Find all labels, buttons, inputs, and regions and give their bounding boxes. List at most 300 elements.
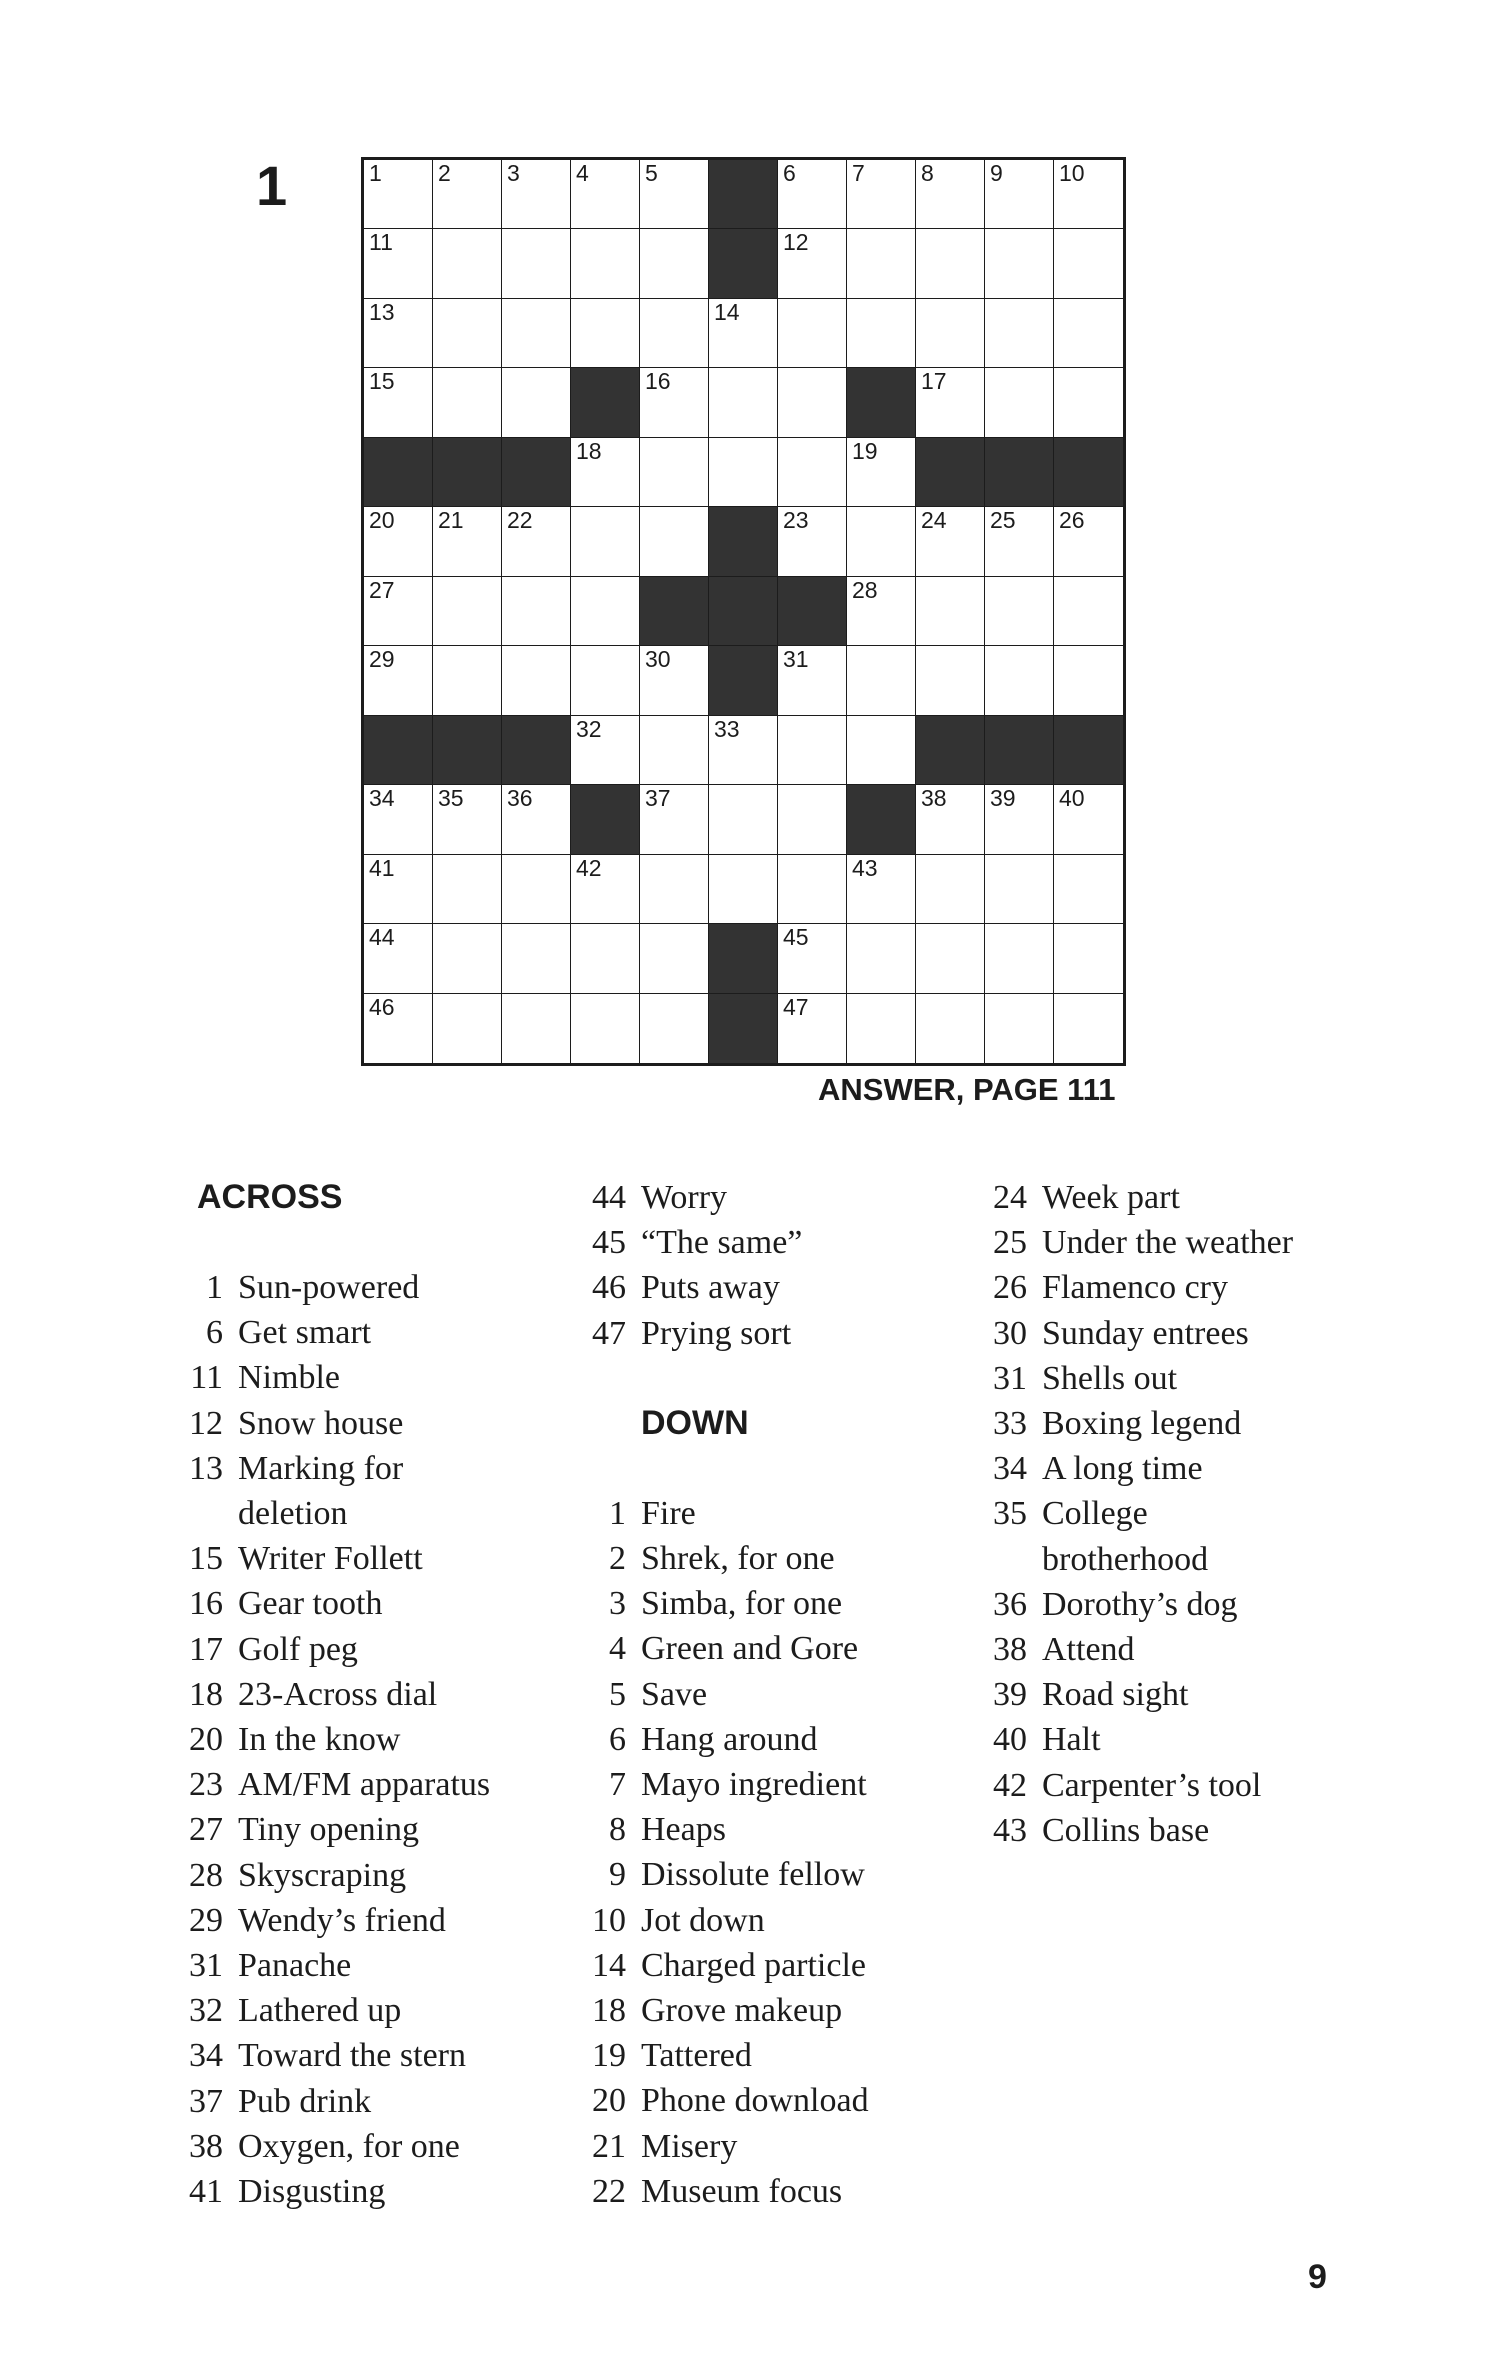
grid-cell[interactable] — [778, 229, 847, 298]
cell-number: 2 — [438, 160, 451, 186]
clue-number — [165, 1491, 223, 1536]
clue-number: 36 — [993, 1585, 1027, 1623]
grid-cell[interactable] — [502, 646, 571, 715]
grid-block — [916, 716, 985, 785]
grid-cell[interactable] — [571, 994, 640, 1063]
grid-cell[interactable] — [916, 368, 985, 437]
grid-cell[interactable] — [502, 924, 571, 993]
clue-item — [982, 1808, 1293, 1853]
clue-text: College — [1042, 1495, 1148, 1533]
cell-number: 44 — [369, 924, 395, 951]
grid-cell[interactable] — [640, 924, 709, 993]
clue-item — [165, 1265, 490, 1310]
grid-block — [916, 438, 985, 507]
cell-number: 32 — [576, 715, 602, 742]
clue-item — [165, 1988, 490, 2033]
clue-number: 34 — [993, 1450, 1027, 1488]
clue-item — [165, 1536, 490, 1581]
grid-cell[interactable] — [847, 577, 916, 646]
clue-number: 4 — [609, 1630, 626, 1668]
grid-cell[interactable] — [640, 855, 709, 924]
clue-item — [982, 1446, 1293, 1491]
grid-cell[interactable] — [364, 299, 433, 368]
clue-text: Halt — [1042, 1721, 1101, 1759]
cell-number: 9 — [990, 160, 1003, 186]
grid-cell[interactable] — [433, 299, 502, 368]
puzzle-number: 1 — [256, 154, 288, 217]
clue-text: Tiny opening — [238, 1811, 420, 1849]
grid-cell[interactable] — [1054, 577, 1123, 646]
clue-item — [165, 1762, 490, 1807]
grid-block — [640, 577, 709, 646]
clue-text: Shrek, for one — [641, 1540, 835, 1578]
grid-cell[interactable] — [847, 229, 916, 298]
cell-number: 3 — [507, 160, 520, 186]
grid-cell[interactable] — [433, 160, 502, 229]
grid-cell[interactable] — [709, 368, 778, 437]
clue-item — [575, 2033, 869, 2078]
clue-number: 11 — [190, 1359, 223, 1397]
clue-number — [982, 1537, 1027, 1582]
grid-cell[interactable] — [1054, 299, 1123, 368]
clue-number: 45 — [592, 1224, 626, 1262]
grid-cell[interactable] — [778, 507, 847, 576]
grid-cell[interactable] — [502, 855, 571, 924]
clue-text: Grove makeup — [641, 1992, 843, 2030]
grid-cell[interactable] — [364, 160, 433, 229]
clue-item — [575, 1762, 869, 1807]
clue-number: 22 — [592, 2172, 626, 2210]
grid-cell[interactable] — [433, 368, 502, 437]
cell-number: 6 — [783, 160, 796, 186]
clue-number: 8 — [609, 1811, 626, 1849]
grid-cell[interactable] — [364, 507, 433, 576]
clue-text: Flamenco cry — [1042, 1269, 1228, 1307]
cell-number: 25 — [990, 507, 1016, 534]
grid-block — [1054, 716, 1123, 785]
grid-cell[interactable] — [571, 299, 640, 368]
grid-cell[interactable] — [847, 716, 916, 785]
grid-cell[interactable] — [433, 646, 502, 715]
grid-cell[interactable] — [847, 438, 916, 507]
clue-item — [982, 1265, 1293, 1310]
grid-cell[interactable] — [985, 160, 1054, 229]
grid-cell[interactable] — [364, 855, 433, 924]
grid-cell[interactable] — [778, 924, 847, 993]
clue-item — [575, 2169, 869, 2214]
grid-cell[interactable] — [571, 577, 640, 646]
grid-cell[interactable] — [502, 229, 571, 298]
clue-number: 2 — [609, 1540, 626, 1578]
grid-cell[interactable] — [571, 855, 640, 924]
cell-number: 27 — [369, 576, 395, 603]
clue-number: 25 — [993, 1224, 1027, 1262]
clue-text: Week part — [1042, 1179, 1180, 1216]
grid-cell[interactable] — [778, 716, 847, 785]
grid-cell[interactable] — [847, 299, 916, 368]
grid-block — [709, 229, 778, 298]
grid-cell[interactable] — [640, 507, 709, 576]
clue-item — [575, 1265, 869, 1310]
grid-cell[interactable] — [502, 507, 571, 576]
clue-number: 1 — [206, 1269, 223, 1306]
clue-text: Sun-powered — [238, 1269, 420, 1306]
clue-number: 34 — [189, 2037, 223, 2075]
clue-number: 29 — [189, 1901, 223, 1939]
clue-number: 43 — [993, 1811, 1027, 1849]
grid-cell[interactable] — [502, 577, 571, 646]
cell-number: 42 — [576, 854, 602, 881]
clue-item — [575, 2124, 869, 2169]
clue-text: Dissolute fellow — [641, 1856, 865, 1894]
grid-cell[interactable] — [985, 785, 1054, 854]
clue-item — [575, 1672, 869, 1717]
clue-number: 31 — [189, 1947, 223, 1985]
cell-number: 11 — [369, 229, 393, 256]
cell-number: 19 — [852, 437, 878, 464]
clue-number: 39 — [993, 1676, 1027, 1714]
grid-block — [364, 438, 433, 507]
grid-cell[interactable] — [778, 785, 847, 854]
grid-cell[interactable] — [1054, 785, 1123, 854]
cell-number: 16 — [645, 368, 671, 395]
clue-item — [165, 1627, 490, 1672]
grid-cell[interactable] — [433, 785, 502, 854]
cell-number: 26 — [1059, 507, 1085, 534]
grid-cell[interactable] — [1054, 368, 1123, 437]
clue-item — [982, 1401, 1293, 1446]
clue-item — [575, 1852, 869, 1897]
clue-item — [575, 1220, 869, 1265]
grid-cell[interactable] — [571, 646, 640, 715]
cell-number: 22 — [507, 507, 533, 534]
page-number: 9 — [1308, 2258, 1327, 2296]
grid-cell[interactable] — [985, 646, 1054, 715]
cell-number: 14 — [714, 298, 740, 325]
clue-text: Misery — [641, 2127, 738, 2165]
grid-cell[interactable] — [985, 299, 1054, 368]
grid-cell[interactable] — [433, 229, 502, 298]
grid-cell[interactable] — [640, 160, 709, 229]
clue-text: Prying sort — [641, 1314, 792, 1352]
clue-text: Charged particle — [641, 1946, 867, 1984]
grid-cell[interactable] — [364, 577, 433, 646]
grid-cell[interactable] — [1054, 160, 1123, 229]
grid-cell[interactable] — [709, 785, 778, 854]
clue-item — [575, 1491, 869, 1536]
grid-block — [778, 577, 847, 646]
grid-cell[interactable] — [916, 577, 985, 646]
clue-item — [165, 2079, 490, 2124]
grid-cell[interactable] — [916, 855, 985, 924]
grid-cell[interactable] — [847, 855, 916, 924]
cell-number: 20 — [369, 507, 395, 534]
grid-cell[interactable] — [778, 855, 847, 924]
clue-item — [575, 1898, 869, 1943]
grid-cell[interactable] — [571, 716, 640, 785]
clue-number: 33 — [993, 1405, 1027, 1443]
clue-text: Under the weather — [1042, 1224, 1294, 1262]
clue-text: Nimble — [238, 1359, 340, 1397]
grid-cell[interactable] — [778, 646, 847, 715]
clue-text: Dorothy’s dog — [1042, 1585, 1238, 1623]
cell-number: 34 — [369, 785, 395, 812]
grid-cell[interactable] — [1054, 855, 1123, 924]
cell-number: 30 — [645, 646, 671, 673]
grid-cell[interactable] — [709, 438, 778, 507]
clue-number: 12 — [189, 1404, 223, 1442]
clue-text: In the know — [238, 1721, 401, 1759]
clue-item — [982, 1175, 1293, 1220]
grid-cell[interactable] — [916, 646, 985, 715]
grid-cell[interactable] — [847, 160, 916, 229]
grid-cell[interactable] — [640, 438, 709, 507]
clue-item — [165, 1446, 490, 1491]
grid-cell[interactable] — [916, 994, 985, 1063]
crossword-grid — [361, 157, 1126, 1066]
cell-number: 4 — [576, 160, 589, 186]
clue-text: Fire — [641, 1494, 696, 1532]
clue-text: Attend — [1042, 1631, 1135, 1669]
grid-block — [709, 160, 778, 229]
grid-cell[interactable] — [364, 924, 433, 993]
grid-cell[interactable] — [778, 299, 847, 368]
clue-text: “The same” — [641, 1224, 803, 1262]
clue-item — [165, 1491, 490, 1536]
clue-column-1 — [165, 1175, 490, 2214]
cell-number: 17 — [921, 368, 947, 395]
grid-cell[interactable] — [364, 229, 433, 298]
clue-text: Tattered — [641, 2037, 752, 2075]
clue-number: 40 — [993, 1721, 1027, 1759]
grid-cell[interactable] — [916, 924, 985, 993]
clue-text: Jot down — [641, 1901, 765, 1939]
grid-block — [847, 368, 916, 437]
clue-number: 5 — [609, 1675, 626, 1713]
clue-item — [982, 1311, 1293, 1356]
cell-number: 24 — [921, 507, 947, 534]
grid-cell[interactable] — [985, 994, 1054, 1063]
spacer — [165, 1220, 490, 1265]
grid-cell[interactable] — [916, 785, 985, 854]
clue-item — [982, 1220, 1293, 1265]
clue-number: 20 — [592, 2082, 626, 2120]
grid-cell[interactable] — [433, 994, 502, 1063]
grid-cell[interactable] — [364, 994, 433, 1063]
grid-cell[interactable] — [1054, 924, 1123, 993]
answer-reference: ANSWER, PAGE 111 — [818, 1072, 1116, 1107]
clue-item — [165, 1672, 490, 1717]
grid-cell[interactable] — [847, 507, 916, 576]
clue-item — [575, 1943, 869, 1988]
grid-cell[interactable] — [916, 299, 985, 368]
grid-block — [502, 716, 571, 785]
grid-cell[interactable] — [433, 577, 502, 646]
clue-item — [982, 1356, 1293, 1401]
grid-cell[interactable] — [502, 160, 571, 229]
cell-number: 47 — [783, 993, 809, 1020]
grid-cell[interactable] — [364, 368, 433, 437]
grid-block — [433, 716, 502, 785]
clue-number: 19 — [592, 2037, 626, 2075]
clue-number: 18 — [592, 1992, 626, 2030]
grid-cell[interactable] — [640, 716, 709, 785]
clue-text: Pub drink — [238, 2082, 372, 2120]
clue-number: 41 — [189, 2173, 223, 2211]
clue-number: 21 — [592, 2127, 626, 2165]
clue-number: 28 — [189, 1856, 223, 1894]
cell-number: 21 — [438, 507, 464, 534]
down-heading: DOWN — [641, 1403, 749, 1442]
spacer — [575, 1356, 869, 1401]
clue-item — [575, 1988, 869, 2033]
grid-cell[interactable] — [640, 785, 709, 854]
clue-item — [982, 1537, 1293, 1582]
grid-block — [1054, 438, 1123, 507]
clue-column-2 — [575, 1175, 869, 2214]
clue-text: Marking for — [238, 1449, 404, 1487]
clue-number: 27 — [189, 1811, 223, 1849]
clue-text: Get smart — [238, 1314, 372, 1352]
grid-cell[interactable] — [985, 507, 1054, 576]
cell-number: 35 — [438, 785, 464, 812]
grid-cell[interactable] — [916, 507, 985, 576]
clue-item — [165, 1401, 490, 1446]
grid-cell[interactable] — [571, 229, 640, 298]
clue-text: Phone download — [641, 2082, 869, 2120]
grid-block — [985, 716, 1054, 785]
grid-cell[interactable] — [364, 646, 433, 715]
grid-block — [433, 438, 502, 507]
clue-item — [165, 2169, 490, 2214]
grid-cell[interactable] — [778, 994, 847, 1063]
clue-text: brotherhood — [1042, 1540, 1209, 1578]
grid-block — [709, 646, 778, 715]
clue-item — [982, 1627, 1293, 1672]
grid-cell[interactable] — [847, 924, 916, 993]
clue-item — [982, 1763, 1293, 1808]
grid-cell[interactable] — [502, 994, 571, 1063]
grid-cell[interactable] — [778, 368, 847, 437]
cell-number: 28 — [852, 576, 878, 603]
clue-text: Worry — [641, 1179, 728, 1216]
cell-number: 46 — [369, 993, 395, 1020]
grid-cell[interactable] — [778, 438, 847, 507]
clue-item — [982, 1717, 1293, 1762]
clue-number: 6 — [206, 1314, 223, 1352]
grid-cell[interactable] — [985, 577, 1054, 646]
grid-cell[interactable] — [916, 229, 985, 298]
grid-cell[interactable] — [640, 229, 709, 298]
clue-text: Road sight — [1042, 1676, 1189, 1714]
clue-column-3 — [982, 1175, 1293, 1853]
cell-number: 10 — [1059, 160, 1085, 186]
grid-cell[interactable] — [640, 299, 709, 368]
grid-cell[interactable] — [1054, 646, 1123, 715]
clue-number: 13 — [189, 1449, 223, 1487]
grid-cell[interactable] — [709, 299, 778, 368]
cell-number: 38 — [921, 785, 947, 812]
grid-block — [709, 994, 778, 1063]
clue-number: 38 — [993, 1631, 1027, 1669]
clue-item — [165, 2124, 490, 2169]
cell-number: 39 — [990, 785, 1016, 812]
clue-text: Oxygen, for one — [238, 2127, 460, 2165]
spacer — [575, 1446, 869, 1491]
cell-number: 40 — [1059, 785, 1085, 812]
grid-cell[interactable] — [1054, 229, 1123, 298]
clue-number: 20 — [189, 1721, 223, 1759]
grid-cell[interactable] — [640, 368, 709, 437]
cell-number: 23 — [783, 507, 809, 534]
cell-number: 45 — [783, 924, 809, 951]
grid-cell[interactable] — [985, 229, 1054, 298]
grid-cell[interactable] — [640, 646, 709, 715]
grid-block — [985, 438, 1054, 507]
clue-item — [165, 1355, 490, 1400]
clue-text: Carpenter’s tool — [1042, 1766, 1262, 1804]
cell-number: 5 — [645, 160, 658, 186]
clue-number: 6 — [609, 1720, 626, 1758]
grid-cell[interactable] — [985, 368, 1054, 437]
clue-item — [165, 1581, 490, 1626]
grid-cell[interactable] — [847, 994, 916, 1063]
clue-number: 7 — [609, 1766, 626, 1804]
grid-block — [709, 577, 778, 646]
grid-cell[interactable] — [433, 855, 502, 924]
clue-text: Puts away — [641, 1269, 780, 1307]
cell-number: 8 — [921, 160, 934, 186]
clue-number: 9 — [609, 1856, 626, 1894]
cell-number: 43 — [852, 854, 878, 881]
clue-number: 37 — [189, 2082, 223, 2120]
clue-item — [982, 1672, 1293, 1717]
grid-cell[interactable] — [709, 716, 778, 785]
grid-cell[interactable] — [916, 160, 985, 229]
grid-cell[interactable] — [571, 924, 640, 993]
clue-item — [575, 2078, 869, 2123]
across-heading: ACROSS — [197, 1178, 343, 1216]
grid-cell[interactable] — [1054, 994, 1123, 1063]
grid-cell[interactable] — [571, 438, 640, 507]
grid-cell[interactable] — [502, 299, 571, 368]
clue-number: 16 — [189, 1585, 223, 1623]
clue-item — [165, 2033, 490, 2078]
cell-number: 33 — [714, 715, 740, 742]
clue-number: 23 — [189, 1766, 223, 1804]
grid-cell[interactable] — [640, 994, 709, 1063]
grid-cell[interactable] — [847, 646, 916, 715]
grid-cell[interactable] — [502, 368, 571, 437]
grid-cell[interactable] — [985, 855, 1054, 924]
clue-number: 32 — [189, 1992, 223, 2030]
clue-text: Hang around — [641, 1720, 818, 1758]
grid-cell[interactable] — [985, 924, 1054, 993]
grid-cell[interactable] — [433, 924, 502, 993]
grid-cell[interactable] — [433, 507, 502, 576]
clue-number: 10 — [592, 1901, 626, 1939]
grid-cell[interactable] — [502, 785, 571, 854]
grid-cell[interactable] — [571, 160, 640, 229]
grid-cell[interactable] — [364, 785, 433, 854]
grid-cell[interactable] — [571, 507, 640, 576]
clue-number: 31 — [993, 1359, 1027, 1397]
clue-number: 3 — [609, 1585, 626, 1623]
grid-cell[interactable] — [709, 855, 778, 924]
grid-cell[interactable] — [1054, 507, 1123, 576]
grid-cell[interactable] — [778, 160, 847, 229]
clue-number: 46 — [592, 1269, 626, 1307]
